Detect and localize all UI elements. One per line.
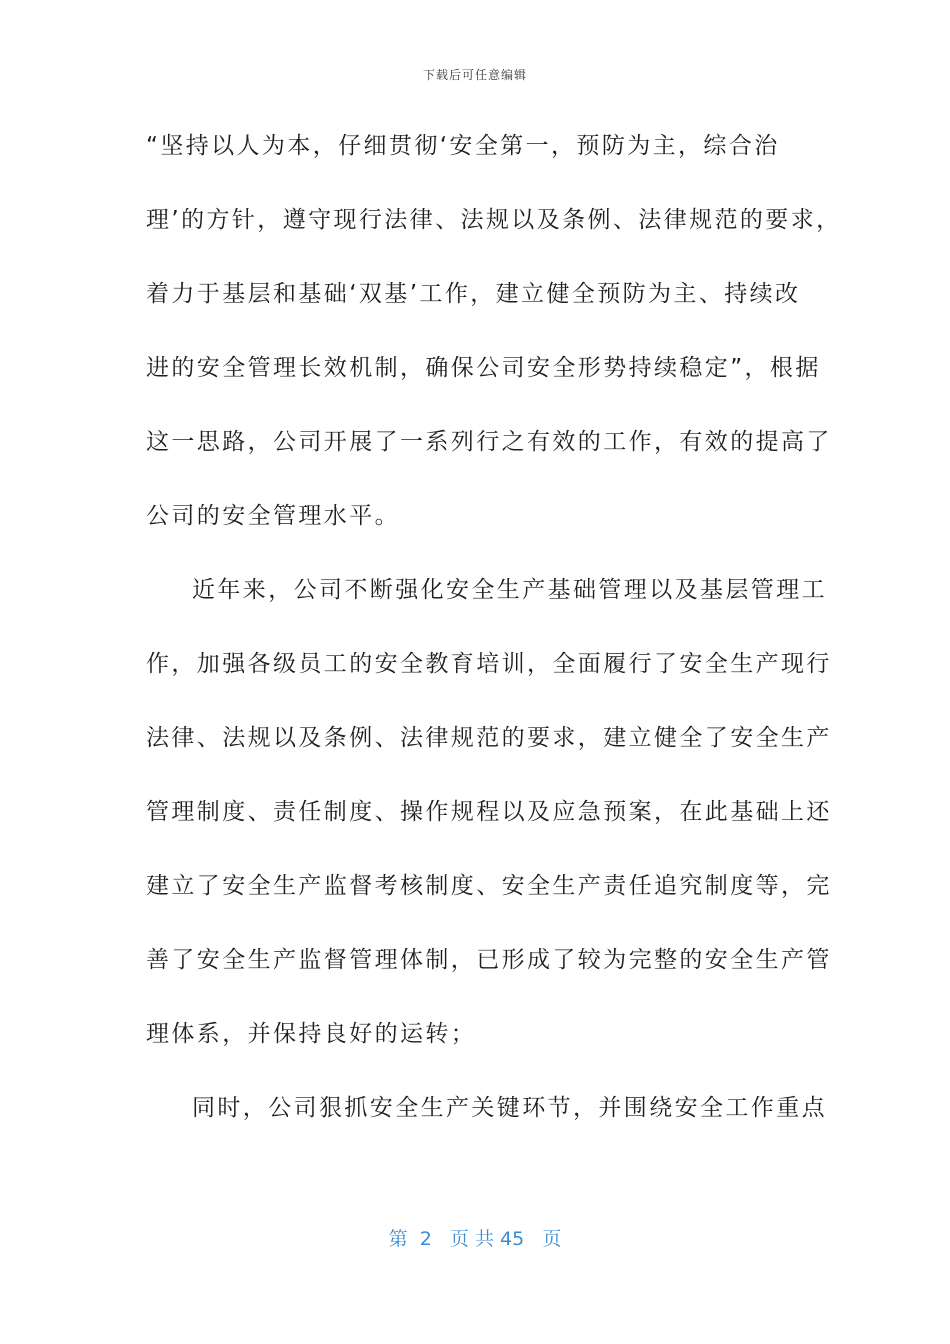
text-line: 善了安全生产监督管理体制，已形成了较为完整的安全生产管 xyxy=(146,947,832,973)
text-line: 作，加强各级员工的安全教育培训，全面履行了安全生产现行 xyxy=(146,651,832,677)
text-line: 着力于基层和基础‘双基’工作，建立健全预防为主、持续改 xyxy=(146,281,801,307)
text-line: “坚持以人为本，仔细贯彻‘安全第一，预防为主，综合治 xyxy=(146,133,780,159)
text-line: 进的安全管理长效机制，确保公司安全形势持续稳定”，根据 xyxy=(146,355,821,381)
footer-suffix: 页 xyxy=(542,1228,562,1250)
footer-prefix: 第 xyxy=(388,1228,408,1250)
text-line: 理体系，并保持良好的运转； xyxy=(146,1021,477,1047)
total-pages-number: 45 xyxy=(500,1228,525,1250)
text-line: 建立了安全生产监督考核制度、安全生产责任追究制度等，完 xyxy=(146,873,832,899)
current-page-number: 2 xyxy=(419,1228,432,1250)
text-line: 这一思路，公司开展了一系列行之有效的工作，有效的提高了 xyxy=(146,429,832,455)
text-line: 公司的安全管理水平。 xyxy=(146,503,400,529)
page-header-note: 下载后可任意编辑 xyxy=(422,68,527,82)
footer-middle: 页 共 xyxy=(449,1228,494,1250)
paragraph-start-line: 同时，公司狠抓安全生产关键环节，并围绕安全工作重点 xyxy=(192,1095,827,1121)
text-line: 理’的方针，遵守现行法律、法规以及条例、法律规范的要求， xyxy=(146,207,842,233)
body-text xyxy=(146,122,842,1158)
paragraph-start-line: 近年来，公司不断强化安全生产基础管理以及基层管理工 xyxy=(192,577,827,603)
text-line: 管理制度、责任制度、操作规程以及应急预案，在此基础上还 xyxy=(146,799,832,825)
text-line: 法律、法规以及条例、法律规范的要求，建立健全了安全生产 xyxy=(146,725,832,751)
page-number-footer xyxy=(0,1224,950,1251)
